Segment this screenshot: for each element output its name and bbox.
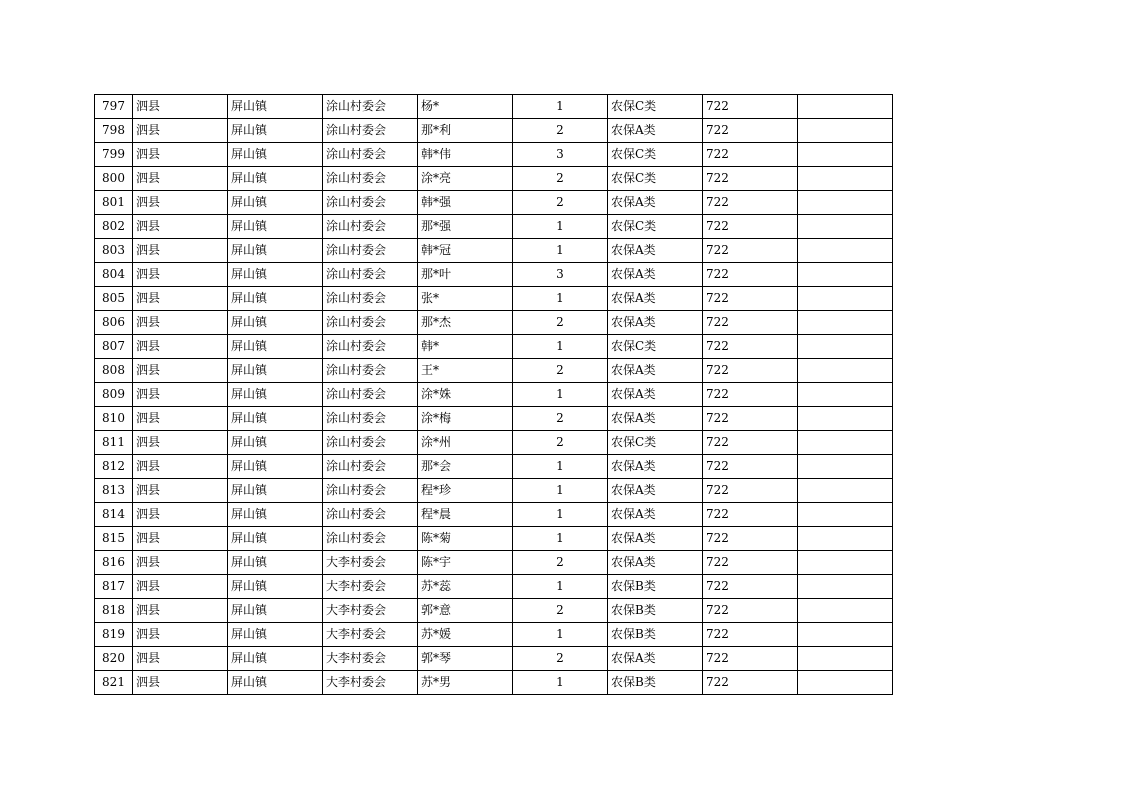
county-cell: 泗县 (133, 359, 228, 383)
table-row (95, 527, 893, 551)
county-cell: 泗县 (133, 527, 228, 551)
village-cell: 涂山村委会 (323, 119, 418, 143)
row-number: 804 (95, 263, 133, 287)
amount-cell: 722 (703, 551, 798, 575)
note-cell (798, 599, 893, 623)
name-cell: 那*会 (418, 455, 513, 479)
category-cell: 农保A类 (608, 527, 703, 551)
county-cell: 泗县 (133, 407, 228, 431)
note-cell (798, 479, 893, 503)
row-number: 815 (95, 527, 133, 551)
town-cell: 屏山镇 (228, 455, 323, 479)
amount-cell: 722 (703, 479, 798, 503)
town-cell: 屏山镇 (228, 551, 323, 575)
category-cell: 农保C类 (608, 167, 703, 191)
note-cell (798, 575, 893, 599)
row-number: 814 (95, 503, 133, 527)
name-cell: 那*强 (418, 215, 513, 239)
county-cell: 泗县 (133, 335, 228, 359)
village-cell: 大李村委会 (323, 647, 418, 671)
row-number: 811 (95, 431, 133, 455)
note-cell (798, 647, 893, 671)
village-cell: 大李村委会 (323, 671, 418, 695)
note-cell (798, 455, 893, 479)
count-cell: 3 (513, 143, 608, 167)
table-row (95, 359, 893, 383)
count-cell: 2 (513, 191, 608, 215)
name-cell: 程*晨 (418, 503, 513, 527)
category-cell: 农保A类 (608, 311, 703, 335)
note-cell (798, 623, 893, 647)
amount-cell: 722 (703, 215, 798, 239)
category-cell: 农保A类 (608, 407, 703, 431)
town-cell: 屏山镇 (228, 527, 323, 551)
village-cell: 涂山村委会 (323, 431, 418, 455)
table-row (95, 431, 893, 455)
table-row (95, 263, 893, 287)
count-cell: 1 (513, 527, 608, 551)
count-cell: 2 (513, 407, 608, 431)
name-cell: 涂*姝 (418, 383, 513, 407)
name-cell: 郭*意 (418, 599, 513, 623)
name-cell: 郭*琴 (418, 647, 513, 671)
row-number: 810 (95, 407, 133, 431)
table-row (95, 671, 893, 695)
table-row (95, 119, 893, 143)
count-cell: 1 (513, 671, 608, 695)
category-cell: 农保B类 (608, 575, 703, 599)
county-cell: 泗县 (133, 455, 228, 479)
village-cell: 涂山村委会 (323, 479, 418, 503)
town-cell: 屏山镇 (228, 407, 323, 431)
count-cell: 1 (513, 503, 608, 527)
amount-cell: 722 (703, 503, 798, 527)
count-cell: 1 (513, 479, 608, 503)
note-cell (798, 503, 893, 527)
county-cell: 泗县 (133, 671, 228, 695)
name-cell: 那*利 (418, 119, 513, 143)
name-cell: 苏*媛 (418, 623, 513, 647)
row-number: 803 (95, 239, 133, 263)
count-cell: 1 (513, 335, 608, 359)
county-cell: 泗县 (133, 479, 228, 503)
amount-cell: 722 (703, 143, 798, 167)
village-cell: 涂山村委会 (323, 191, 418, 215)
note-cell (798, 287, 893, 311)
table-row (95, 599, 893, 623)
name-cell: 韩*强 (418, 191, 513, 215)
row-number: 806 (95, 311, 133, 335)
row-number: 809 (95, 383, 133, 407)
county-cell: 泗县 (133, 287, 228, 311)
table-row (95, 647, 893, 671)
count-cell: 2 (513, 599, 608, 623)
county-cell: 泗县 (133, 239, 228, 263)
table-row (95, 239, 893, 263)
note-cell (798, 215, 893, 239)
count-cell: 2 (513, 311, 608, 335)
name-cell: 韩*冠 (418, 239, 513, 263)
note-cell (798, 143, 893, 167)
village-cell: 涂山村委会 (323, 263, 418, 287)
town-cell: 屏山镇 (228, 239, 323, 263)
town-cell: 屏山镇 (228, 479, 323, 503)
town-cell: 屏山镇 (228, 503, 323, 527)
note-cell (798, 167, 893, 191)
note-cell (798, 527, 893, 551)
village-cell: 涂山村委会 (323, 95, 418, 119)
row-number: 802 (95, 215, 133, 239)
amount-cell: 722 (703, 407, 798, 431)
category-cell: 农保C类 (608, 431, 703, 455)
town-cell: 屏山镇 (228, 599, 323, 623)
county-cell: 泗县 (133, 263, 228, 287)
category-cell: 农保C类 (608, 215, 703, 239)
category-cell: 农保A类 (608, 479, 703, 503)
category-cell: 农保A类 (608, 551, 703, 575)
category-cell: 农保A类 (608, 359, 703, 383)
county-cell: 泗县 (133, 383, 228, 407)
village-cell: 涂山村委会 (323, 143, 418, 167)
village-cell: 涂山村委会 (323, 383, 418, 407)
county-cell: 泗县 (133, 311, 228, 335)
name-cell: 涂*梅 (418, 407, 513, 431)
name-cell: 陈*菊 (418, 527, 513, 551)
category-cell: 农保A类 (608, 119, 703, 143)
table-row (95, 479, 893, 503)
town-cell: 屏山镇 (228, 263, 323, 287)
count-cell: 1 (513, 455, 608, 479)
name-cell: 陈*宇 (418, 551, 513, 575)
roster-table (94, 94, 893, 695)
town-cell: 屏山镇 (228, 335, 323, 359)
category-cell: 农保B类 (608, 623, 703, 647)
category-cell: 农保C类 (608, 335, 703, 359)
name-cell: 那*杰 (418, 311, 513, 335)
note-cell (798, 311, 893, 335)
row-number: 812 (95, 455, 133, 479)
village-cell: 大李村委会 (323, 575, 418, 599)
amount-cell: 722 (703, 167, 798, 191)
village-cell: 涂山村委会 (323, 239, 418, 263)
town-cell: 屏山镇 (228, 167, 323, 191)
table-row (95, 455, 893, 479)
table-row (95, 191, 893, 215)
county-cell: 泗县 (133, 215, 228, 239)
table-row (95, 407, 893, 431)
note-cell (798, 359, 893, 383)
table-row (95, 287, 893, 311)
count-cell: 1 (513, 575, 608, 599)
count-cell: 2 (513, 431, 608, 455)
amount-cell: 722 (703, 119, 798, 143)
count-cell: 1 (513, 287, 608, 311)
count-cell: 1 (513, 95, 608, 119)
note-cell (798, 263, 893, 287)
amount-cell: 722 (703, 287, 798, 311)
note-cell (798, 95, 893, 119)
name-cell: 程*珍 (418, 479, 513, 503)
row-number: 798 (95, 119, 133, 143)
amount-cell: 722 (703, 191, 798, 215)
row-number: 800 (95, 167, 133, 191)
row-number: 821 (95, 671, 133, 695)
row-number: 813 (95, 479, 133, 503)
table-row (95, 551, 893, 575)
count-cell: 2 (513, 647, 608, 671)
village-cell: 涂山村委会 (323, 287, 418, 311)
category-cell: 农保A类 (608, 455, 703, 479)
county-cell: 泗县 (133, 167, 228, 191)
amount-cell: 722 (703, 95, 798, 119)
row-number: 807 (95, 335, 133, 359)
name-cell: 那*叶 (418, 263, 513, 287)
table-row (95, 575, 893, 599)
county-cell: 泗县 (133, 575, 228, 599)
count-cell: 1 (513, 215, 608, 239)
town-cell: 屏山镇 (228, 431, 323, 455)
town-cell: 屏山镇 (228, 671, 323, 695)
name-cell: 涂*亮 (418, 167, 513, 191)
village-cell: 涂山村委会 (323, 167, 418, 191)
count-cell: 1 (513, 239, 608, 263)
note-cell (798, 407, 893, 431)
count-cell: 3 (513, 263, 608, 287)
table-row (95, 311, 893, 335)
category-cell: 农保A类 (608, 239, 703, 263)
category-cell: 农保B类 (608, 671, 703, 695)
county-cell: 泗县 (133, 503, 228, 527)
category-cell: 农保A类 (608, 503, 703, 527)
village-cell: 涂山村委会 (323, 527, 418, 551)
category-cell: 农保B类 (608, 599, 703, 623)
county-cell: 泗县 (133, 431, 228, 455)
amount-cell: 722 (703, 671, 798, 695)
name-cell: 杨* (418, 95, 513, 119)
count-cell: 2 (513, 359, 608, 383)
row-number: 817 (95, 575, 133, 599)
county-cell: 泗县 (133, 599, 228, 623)
note-cell (798, 335, 893, 359)
table-row (95, 143, 893, 167)
note-cell (798, 191, 893, 215)
row-number: 797 (95, 95, 133, 119)
village-cell: 大李村委会 (323, 623, 418, 647)
county-cell: 泗县 (133, 647, 228, 671)
town-cell: 屏山镇 (228, 119, 323, 143)
note-cell (798, 551, 893, 575)
amount-cell: 722 (703, 311, 798, 335)
name-cell: 韩*伟 (418, 143, 513, 167)
table-row (95, 215, 893, 239)
note-cell (798, 239, 893, 263)
count-cell: 2 (513, 551, 608, 575)
amount-cell: 722 (703, 263, 798, 287)
table-row (95, 623, 893, 647)
row-number: 799 (95, 143, 133, 167)
note-cell (798, 431, 893, 455)
county-cell: 泗县 (133, 191, 228, 215)
table-row (95, 335, 893, 359)
village-cell: 涂山村委会 (323, 359, 418, 383)
town-cell: 屏山镇 (228, 191, 323, 215)
count-cell: 2 (513, 119, 608, 143)
name-cell: 韩* (418, 335, 513, 359)
village-cell: 涂山村委会 (323, 215, 418, 239)
name-cell: 涂*州 (418, 431, 513, 455)
name-cell: 苏*男 (418, 671, 513, 695)
village-cell: 涂山村委会 (323, 311, 418, 335)
town-cell: 屏山镇 (228, 575, 323, 599)
category-cell: 农保C类 (608, 95, 703, 119)
village-cell: 涂山村委会 (323, 455, 418, 479)
village-cell: 涂山村委会 (323, 335, 418, 359)
row-number: 816 (95, 551, 133, 575)
town-cell: 屏山镇 (228, 623, 323, 647)
amount-cell: 722 (703, 383, 798, 407)
town-cell: 屏山镇 (228, 95, 323, 119)
row-number: 819 (95, 623, 133, 647)
category-cell: 农保A类 (608, 383, 703, 407)
amount-cell: 722 (703, 431, 798, 455)
county-cell: 泗县 (133, 551, 228, 575)
row-number: 820 (95, 647, 133, 671)
table-row (95, 503, 893, 527)
amount-cell: 722 (703, 647, 798, 671)
town-cell: 屏山镇 (228, 383, 323, 407)
category-cell: 农保C类 (608, 143, 703, 167)
row-number: 808 (95, 359, 133, 383)
category-cell: 农保A类 (608, 191, 703, 215)
county-cell: 泗县 (133, 119, 228, 143)
name-cell: 苏*蕊 (418, 575, 513, 599)
table-body (95, 95, 893, 695)
town-cell: 屏山镇 (228, 143, 323, 167)
name-cell: 王* (418, 359, 513, 383)
county-cell: 泗县 (133, 95, 228, 119)
town-cell: 屏山镇 (228, 215, 323, 239)
amount-cell: 722 (703, 239, 798, 263)
town-cell: 屏山镇 (228, 311, 323, 335)
amount-cell: 722 (703, 599, 798, 623)
village-cell: 大李村委会 (323, 551, 418, 575)
count-cell: 2 (513, 167, 608, 191)
note-cell (798, 119, 893, 143)
amount-cell: 722 (703, 455, 798, 479)
table-row (95, 167, 893, 191)
row-number: 801 (95, 191, 133, 215)
table-row (95, 383, 893, 407)
county-cell: 泗县 (133, 623, 228, 647)
row-number: 805 (95, 287, 133, 311)
village-cell: 涂山村委会 (323, 407, 418, 431)
row-number: 818 (95, 599, 133, 623)
count-cell: 1 (513, 383, 608, 407)
category-cell: 农保A类 (608, 287, 703, 311)
amount-cell: 722 (703, 623, 798, 647)
town-cell: 屏山镇 (228, 647, 323, 671)
amount-cell: 722 (703, 359, 798, 383)
count-cell: 1 (513, 623, 608, 647)
town-cell: 屏山镇 (228, 287, 323, 311)
category-cell: 农保A类 (608, 647, 703, 671)
table-row (95, 95, 893, 119)
amount-cell: 722 (703, 335, 798, 359)
town-cell: 屏山镇 (228, 359, 323, 383)
village-cell: 大李村委会 (323, 599, 418, 623)
name-cell: 张* (418, 287, 513, 311)
county-cell: 泗县 (133, 143, 228, 167)
note-cell (798, 671, 893, 695)
category-cell: 农保A类 (608, 263, 703, 287)
amount-cell: 722 (703, 575, 798, 599)
village-cell: 涂山村委会 (323, 503, 418, 527)
note-cell (798, 383, 893, 407)
amount-cell: 722 (703, 527, 798, 551)
